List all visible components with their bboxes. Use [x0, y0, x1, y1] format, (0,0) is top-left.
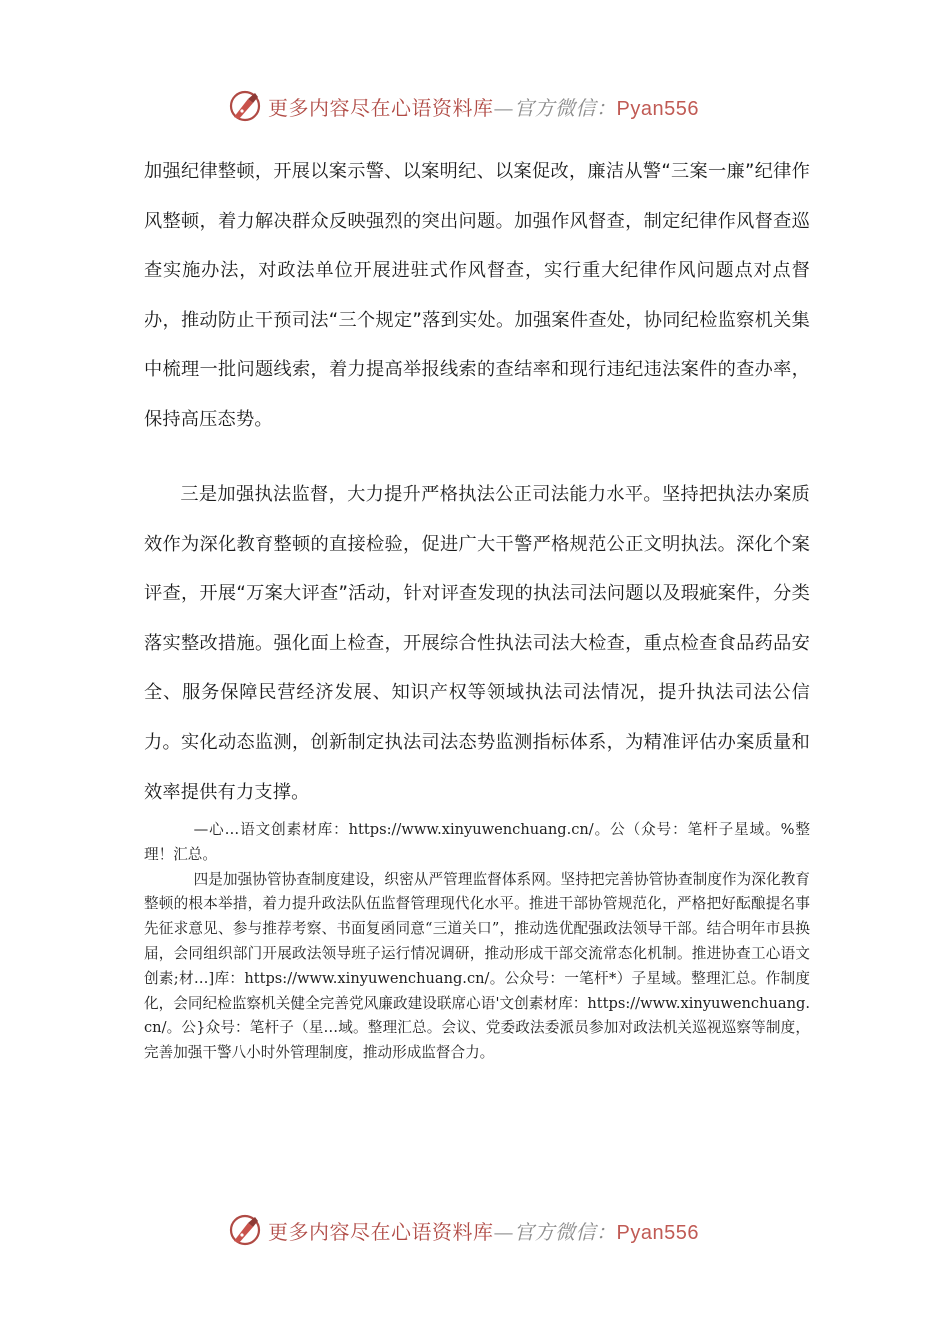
banner-text — [268, 1216, 699, 1245]
footer-banner — [228, 1210, 748, 1250]
banner-wechat-label: 官方微信： — [514, 1219, 617, 1244]
banner-title: 更多内容尽在心语资料库 — [268, 95, 494, 120]
paragraph-law-enforcement: 三是加强执法监督，大力提升严格执法公正司法能力水平。坚持把执法办案质效作为深化教育整顿的直接检验，促进广大干警严格规范公正文明执法。深化个案评查，开展“万案大评查”活动，针对评查发现的执法司法问题以及瑕疵案件，分类落实整改措施。强化面上检查，开展综合性执法司法大检查，重点检查食品药品安全、服务保障民营经济发展、知识产权等领域执法司法情况，提升执法司法公信力。实化动态监测，创新制定执法司法态势监测指标体系，为精准评估办案质量和效率提供有力支撑。 — [144, 484, 810, 803]
paragraph-discipline: 加强纪律整顿，开展以案示警、以案明纪、以案促改，廉洁从警“三案一廉”纪律作风整顿，着力解决群众反映强烈的突出问题。加强作风督查，制定纪律作风督查巡查实施办法，对政法单位开展进驻式作风督查，实行重大纪律作风问题点对点督办，推动防止干预司法“三个规定”落到实处。加强案件查处，协同纪检监察机关集中梳理一批问题线索，着力提高举报线索的查结率和现行违纪违法案件的查办率，保持高压态势。 — [144, 161, 810, 430]
small-text-block — [144, 818, 810, 1066]
banner-dash: — — [493, 1219, 514, 1244]
banner-title: 更多内容尽在心语资料库 — [268, 1219, 494, 1244]
pen-nib-logo-icon — [228, 1213, 262, 1247]
banner-dash: — — [493, 95, 514, 120]
banner-wechat-label: 官方微信： — [514, 95, 617, 120]
paragraph-source-note: —心…语文创素材库：https://www.xinyuwenchuang.cn/。公（众号：笔杆子星域。%整理！汇总。 — [144, 821, 810, 863]
paragraph-supervision: 四是加强协管协查制度建设，织密从严管理监督体系网。坚持把完善协管协查制度作为深化教育整顿的根本举措，着力提升政法队伍监督管理现代化水平。推进干部协管规范化，严格把好酝酿提名事先征求意见、参与推荐考察、书面复函同意“三道关口”，推动选优配强政法领导干部。结合明年市县换届，会同组织部门开展政法领导班子运行情况调研，推动形成干部交流常态化机制。推进协查工心语文创素;材…]库：https://www.xinyuwenchuang.cn/。公众号：一笔杆*）子星域。整理汇总。作制度化，会同纪检监察机关健全完善党风廉政建设联席心语'文创素材库：https://www.xinyuwenchuang.cn/。公}众号：笔杆子（星…域。整理汇总。会议、党委政法委派员参加对政法机关巡视巡察等制度，完善加强干警八小时外管理制度，推动形成监督合力。 — [144, 870, 810, 1062]
banner-text — [268, 92, 699, 121]
header-banner — [228, 86, 748, 126]
pen-nib-logo-icon — [228, 89, 262, 123]
banner-wechat-id: Pyan556 — [616, 1221, 699, 1244]
banner-wechat-id: Pyan556 — [616, 97, 699, 120]
